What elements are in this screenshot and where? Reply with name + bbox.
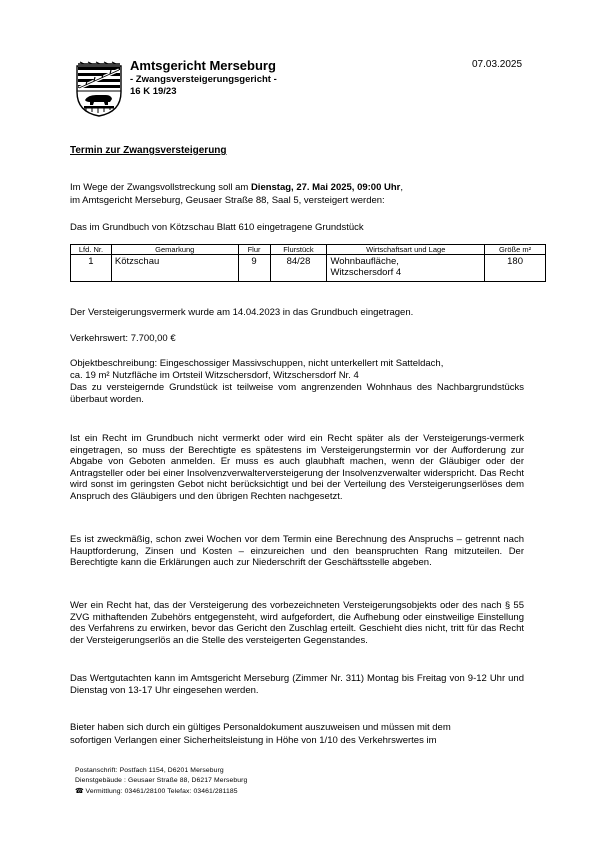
header-flurstueck: Flurstück <box>270 245 327 255</box>
auction-date: Dienstag, 27. Mai 2025, 09:00 Uhr <box>250 182 401 193</box>
footer-postanschrift: Postanschrift: Postfach 1154, D6201 Merseburg <box>75 767 224 774</box>
footer-dienstgebaeude: Dienstgebäude : Geusaer Straße 88, D6217 Merseburg <box>75 777 248 784</box>
court-name: Amtsgericht Merseburg <box>130 58 276 73</box>
paragraph-entgegenstehendes-recht: Wer ein Recht hat, das der Versteigerung des vorbezeichneten Versteigerungsobjekts oder des nach § 55 ZVG mithaftenden Zubehörs entgegensteht, wird aufgefordert, die Aufhebung oder einstweilige Einstellung des Verfahrens zu erwirken, bevor das Gericht den Zuschlag erteilt. Geschieht dies nicht, tritt für das Recht der Versteigerungserlös an die Stelle des versteigerten Gegenstandes. <box>70 600 524 646</box>
table-header-row <box>71 245 546 255</box>
header-flur: Flur <box>238 245 270 255</box>
coat-of-arms-emblem <box>74 58 124 118</box>
cell-lage <box>327 255 485 282</box>
cell-nr: 1 <box>71 255 112 282</box>
cell-flurstueck: 84/28 <box>270 255 327 282</box>
cell-flur: 9 <box>238 255 270 282</box>
paragraph-recht-anmelden: Ist ein Recht im Grundbuch nicht vermerkt oder wird ein Recht später als der Versteigerungs-vermerk eingetragen, so muss der Berechtigte es spätestens im Versteigerungstermin vor der Aufforderung zur Abgabe von Geboten anmelden. Er muss es auch glaubhaft machen, wenn der Gläubiger oder der Antragsteller oder bei einer Insolvenzverwalterversteigerung der Insolvenzverwalter widerspricht. Das Recht wird sonst im geringsten Gebot nicht berücksichtigt und bei der Verteilung des Versteigerungserlöses dem Anspruch des Gläubigers und den übrigen Rechten nachgesetzt. <box>70 433 524 502</box>
cell-groesse: 180 <box>485 255 546 282</box>
paragraph-berechnung: Es ist zweckmäßig, schon zwei Wochen vor dem Termin eine Berechnung des Anspruchs – getrennt nach Hauptforderung, Zinsen und Kosten – einzureichen und den beanspruchten Rang mitzuteilen. Der Berechtigte kann die Erklärungen auch zur Niederschrift der Geschäftsstelle abgeben. <box>70 534 524 569</box>
header-groesse: Größe m² <box>485 245 546 255</box>
header-lfd-nr: Lfd. Nr. <box>71 245 112 255</box>
footer-telefon: ☎ Vermittlung: 03461/28100 Telefax: 03461/281185 <box>75 788 238 795</box>
cell-lage-line-2: Witzschersdorf 4 <box>330 267 402 278</box>
case-number: 16 K 19/23 <box>130 86 177 97</box>
objekt-line-2: ca. 19 m² Nutzfläche im Ortsteil Witzschersdorf, Witzschersdorf Nr. 4 <box>70 370 359 381</box>
property-table <box>70 244 546 282</box>
document-title: Termin zur Zwangsversteigerung <box>70 145 227 156</box>
cell-lage-line-1: Wohnbaufläche, <box>330 256 399 267</box>
table-row <box>71 255 546 282</box>
intro-suffix: , <box>400 182 404 193</box>
header-gemarkung: Gemarkung <box>111 245 238 255</box>
paragraph-wertgutachten: Das Wertgutachten kann im Amtsgericht Merseburg (Zimmer Nr. 311) Montag bis Freitag von 9-12 Uhr und Dienstag von 13-17 Uhr eingesehen werden. <box>70 673 524 696</box>
header-wirtschaftsart: Wirtschaftsart und Lage <box>327 245 485 255</box>
vermerk-text: Der Versteigerungsvermerk wurde am 14.04.2023 in das Grundbuch eingetragen. <box>70 307 414 318</box>
bieter-line-2: sofortigen Verlangen einer Sicherheitsleistung in Höhe von 1/10 des Verkehrswertes im <box>70 735 437 746</box>
intro-line-2: im Amtsgericht Merseburg, Geusaer Straße 88, Saal 5, versteigert werden: <box>70 195 385 206</box>
objekt-line-1: Objektbeschreibung: Eingeschossiger Massivschuppen, nicht unterkellert mit Satteldach, <box>70 358 444 369</box>
intro-line-3: Das im Grundbuch von Kötzschau Blatt 610 eingetragene Grundstück <box>70 222 364 233</box>
bieter-line-1: Bieter haben sich durch ein gültiges Personaldokument auszuweisen und müssen mit dem <box>70 722 451 733</box>
document-date: 07.03.2025 <box>472 59 523 70</box>
verkehrswert-text: Verkehrswert: 7.700,00 € <box>70 333 176 344</box>
intro-prefix: Im Wege der Zwangsvollstreckung soll am <box>70 182 251 193</box>
objekt-line-3: Das zu versteigernde Grundstück ist teilweise vom angrenzenden Wohnhaus des Nachbargrundstücks überbaut worden. <box>70 382 524 405</box>
court-subtitle: - Zwangsversteigerungsgericht - <box>130 74 277 85</box>
intro-line-1 <box>70 182 403 193</box>
cell-gemarkung: Kötzschau <box>111 255 238 282</box>
